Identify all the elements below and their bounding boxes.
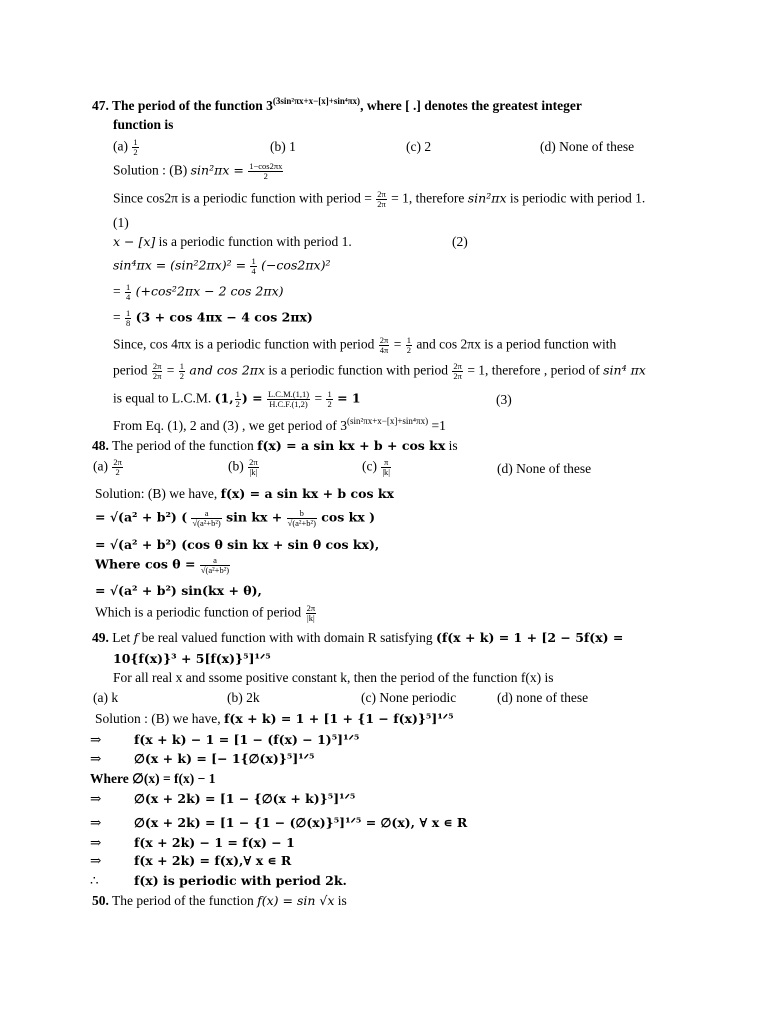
q47-line2 bbox=[113, 234, 352, 251]
implies-symbol: ⇒ bbox=[90, 791, 102, 806]
q49-step-4 bbox=[90, 791, 355, 808]
q47-line7-text-c: is a periodic function with period bbox=[268, 362, 449, 378]
q48-option-b-fraction bbox=[248, 458, 259, 477]
q47-line6-text-b: and cos 2πx is a period function with bbox=[416, 336, 617, 352]
frac-num: 2π bbox=[249, 457, 258, 467]
q47-line2-math: x − [x] bbox=[113, 234, 156, 249]
implies-symbol: ⇒ bbox=[90, 751, 102, 766]
q47-line4-math: (+cos²2πx − 2 cos 2πx) bbox=[135, 283, 284, 299]
q47-line4 bbox=[113, 283, 284, 302]
frac-num: 1 bbox=[327, 389, 332, 399]
q47-line3-math-b: (−cos2πx)² bbox=[261, 257, 331, 273]
q47-line7-text-d: = 1, therefore , period of bbox=[467, 362, 600, 378]
q49-step-text: f(x + 2k) = f(x),∀ x ∊ R bbox=[134, 853, 292, 868]
frac-den: 2 bbox=[235, 398, 240, 409]
q47-line2-text: is a periodic function with period 1. bbox=[158, 234, 352, 249]
q48-line1-fraction-1 bbox=[191, 509, 221, 528]
frac-den: 2 bbox=[133, 146, 138, 157]
q47-line1-text: Since cos2π is a periodic function with period = bbox=[113, 190, 372, 206]
q47-solution-eq: sin²πx = bbox=[190, 162, 244, 178]
q47-number: 47. bbox=[92, 98, 109, 113]
q49-stem-a: Let bbox=[112, 630, 131, 645]
q49-heading bbox=[92, 630, 623, 647]
q49-step-6 bbox=[90, 835, 295, 852]
q47-line1-math: sin²πx bbox=[467, 190, 507, 206]
q47-line8-result: = 1 bbox=[337, 390, 361, 406]
q47-line5-math: (3 + cos 4πx − 4 cos 2πx) bbox=[135, 309, 313, 325]
q47-line1 bbox=[113, 190, 645, 209]
q47-line3 bbox=[113, 257, 330, 276]
q49-stem-f: f bbox=[133, 630, 139, 645]
q48-option-c bbox=[362, 458, 392, 477]
frac-num: 1 bbox=[126, 308, 131, 318]
q47-line7-fraction-3 bbox=[452, 362, 463, 381]
q47-line5-eq: = bbox=[113, 309, 121, 325]
frac-den: 2 bbox=[327, 398, 332, 409]
q47-option-b: (b) 1 bbox=[270, 139, 296, 154]
q47-line7 bbox=[113, 362, 646, 381]
frac-num: b bbox=[287, 509, 317, 519]
q47-option-d: (d) None of these bbox=[540, 139, 635, 154]
q47-line7-math: and cos 2πx bbox=[189, 362, 266, 378]
frac-den: √(a²+b²) bbox=[192, 517, 221, 528]
q47-line9-text: From Eq. (1), 2 and (3) , we get period of 3 bbox=[113, 418, 347, 433]
q48-stem: The period of the function bbox=[112, 438, 254, 453]
q49-option-d: (d) none of these bbox=[497, 690, 589, 705]
frac-num: 2π bbox=[379, 335, 389, 345]
q48-solution-line bbox=[95, 486, 394, 503]
frac-den: |k| bbox=[307, 612, 315, 623]
q50-heading bbox=[92, 893, 347, 910]
q48-option-a-fraction bbox=[112, 458, 123, 477]
q48-line1-math-c: cos kx ) bbox=[321, 509, 375, 525]
q47-line5-fraction bbox=[125, 309, 131, 328]
q48-option-c-fraction bbox=[381, 458, 391, 477]
q48-line1 bbox=[95, 509, 375, 528]
q48-line3-math: Where cos θ = bbox=[95, 556, 196, 572]
q47-line9 bbox=[113, 418, 446, 435]
q48-line5 bbox=[95, 604, 317, 623]
q47-option-a-fraction bbox=[132, 138, 138, 157]
q47-line4-eq: = bbox=[113, 283, 121, 299]
q47-option-c: (c) 2 bbox=[406, 139, 432, 154]
frac-num: 2π bbox=[113, 457, 122, 467]
frac-num: 2π bbox=[306, 603, 316, 613]
q48-line1-math: = √(a² + b²) ( bbox=[95, 509, 188, 525]
frac-num: 2π bbox=[152, 361, 162, 371]
q48-line5-text: Which is a periodic function of period bbox=[95, 604, 302, 620]
q47-line7-text: period bbox=[113, 362, 148, 378]
q47-line6-fraction-2 bbox=[406, 336, 412, 355]
frac-num: a bbox=[191, 509, 221, 519]
q47-line2-ref: (2) bbox=[452, 234, 468, 249]
q47-line8-math-c: ) = bbox=[241, 390, 263, 406]
q48-solution-eq: f(x) = a sin kx + b cos kx bbox=[220, 486, 394, 501]
frac-den: |k| bbox=[249, 466, 258, 477]
q49-step-7 bbox=[90, 853, 291, 870]
frac-num: π bbox=[381, 458, 391, 468]
q49-step-text: ∅(x + k) = [− 1{∅(x)}⁵]¹ᐟ⁵ bbox=[134, 751, 315, 766]
frac-num: 1−cos2πx bbox=[249, 161, 283, 171]
q49-step-text: ∅(x + 2k) = [1 − {1 − (∅(x)}⁵]¹ᐟ⁵ = ∅(x), ∀ x ∊ R bbox=[134, 815, 468, 830]
q48-line3-fraction bbox=[200, 556, 230, 575]
frac-num: a bbox=[200, 556, 230, 566]
q47-stem-cont: , where [ .] denotes the greatest integer bbox=[360, 98, 582, 113]
q48-option-b bbox=[228, 458, 260, 477]
q47-line6 bbox=[113, 336, 616, 355]
implies-symbol: ⇒ bbox=[90, 732, 102, 747]
frac-den: 2π bbox=[377, 198, 386, 209]
q47-line3-fraction bbox=[250, 257, 256, 276]
frac-den: 8 bbox=[126, 317, 131, 328]
q47-option-a bbox=[113, 138, 140, 157]
q47-line6-fraction-1 bbox=[379, 336, 390, 355]
q47-line1-ref: (1) bbox=[113, 215, 129, 230]
q47-solution-label-line bbox=[113, 162, 284, 181]
q49-solution-label: Solution : (B) we have, bbox=[95, 711, 221, 726]
q48-option-c-label: (c) bbox=[362, 458, 377, 474]
frac-den: 2 bbox=[115, 466, 120, 477]
q48-line2: = √(a² + b²) (cos θ sin kx + sin θ cos kx), bbox=[95, 537, 380, 552]
q48-option-b-label: (b) bbox=[228, 458, 244, 474]
q47-line4-fraction bbox=[125, 283, 131, 302]
q47-line3-math: sin⁴πx = (sin²2πx)² = bbox=[113, 257, 247, 273]
q49-stem-line3: For all real x and ssome positive constant k, then the period of the function f(x) is bbox=[113, 670, 554, 685]
q50-stem-end: is bbox=[337, 893, 347, 908]
q48-line3 bbox=[95, 556, 231, 575]
frac-num: L.C.M.(1,1) bbox=[267, 389, 310, 399]
q48-stem-end: is bbox=[448, 438, 458, 453]
q47-line1-fraction bbox=[376, 190, 387, 209]
q47-line8-eq: = bbox=[314, 390, 323, 406]
q50-stem: The period of the function bbox=[112, 893, 254, 908]
q47-heading bbox=[92, 98, 582, 115]
frac-num: 1 bbox=[179, 361, 185, 371]
q47-line8-fraction-2 bbox=[267, 390, 310, 409]
q47-line5 bbox=[113, 309, 313, 328]
q49-step-text: f(x + 2k) − 1 = f(x) − 1 bbox=[134, 835, 295, 850]
q49-step-text: ∅(x + 2k) = [1 − {∅(x + k)}⁵]¹ᐟ⁵ bbox=[134, 791, 356, 806]
implies-symbol: ⇒ bbox=[90, 815, 102, 830]
q47-stem-exponent: (3sin²πx+x−[x]+sin⁴πx) bbox=[272, 96, 361, 106]
frac-num: 1 bbox=[251, 256, 256, 266]
frac-num: 1 bbox=[133, 137, 138, 147]
q48-line5-fraction bbox=[306, 604, 317, 623]
q47-option-a-label: (a) bbox=[113, 138, 128, 154]
q47-line9-result: =1 bbox=[431, 418, 446, 433]
q47-line1-text-b: = 1, therefore bbox=[391, 190, 465, 206]
q49-step-text: Where ∅(x) = f(x) − 1 bbox=[90, 771, 216, 786]
q47-stem: The period of the function 3 bbox=[112, 98, 273, 113]
q47-solution-fraction bbox=[248, 162, 283, 181]
frac-den: √(a²+b²) bbox=[200, 564, 230, 575]
frac-den: 4 bbox=[126, 291, 131, 302]
q49-option-a: (a) k bbox=[93, 690, 119, 705]
q49-step-2 bbox=[90, 751, 315, 768]
implies-symbol: ⇒ bbox=[90, 835, 102, 850]
therefore-symbol: ∴ bbox=[90, 873, 99, 888]
q47-line7-fraction-1 bbox=[152, 362, 163, 381]
q47-line7-math-e: sin⁴ πx bbox=[603, 362, 646, 378]
frac-den: 2 bbox=[406, 344, 411, 355]
frac-num: 2π bbox=[377, 189, 386, 199]
frac-den: 2 bbox=[179, 370, 185, 381]
q47-line7-fraction-2 bbox=[179, 362, 185, 381]
q47-line8-fraction-1 bbox=[235, 390, 241, 409]
q49-solution-line bbox=[95, 711, 454, 728]
q49-step-text: f(x) is periodic with period 2k. bbox=[134, 873, 347, 888]
q49-stem-eq: (f(x + k) = 1 + [2 − 5f(x) = bbox=[435, 630, 624, 645]
frac-den: 4π bbox=[379, 344, 389, 355]
q49-stem-b: be real valued function with with domain R satisfying bbox=[141, 630, 433, 645]
q47-line8-ref: (3) bbox=[496, 392, 512, 407]
q50-stem-eq: f(x) = sin √x bbox=[257, 893, 335, 908]
q49-step-5 bbox=[90, 815, 467, 832]
q49-stem-line2: 10{f(x)}³ + 5[f(x)}⁵]¹ᐟ⁵ bbox=[113, 651, 271, 666]
q47-line6-text: Since, cos 4πx is a periodic function with period bbox=[113, 336, 375, 352]
q47-line1-text-d: is periodic with period 1. bbox=[509, 190, 646, 206]
q47-line8-math: (1, bbox=[214, 390, 234, 406]
q49-step-3 bbox=[90, 771, 216, 788]
q49-step-text: f(x + k) − 1 = [1 − (f(x) − 1)⁵]¹ᐟ⁵ bbox=[134, 732, 360, 747]
q49-step-8 bbox=[90, 873, 347, 890]
q49-number: 49. bbox=[92, 630, 109, 645]
q48-number: 48. bbox=[92, 438, 109, 453]
frac-den: 2π bbox=[152, 370, 162, 381]
q49-option-c: (c) None periodic bbox=[361, 690, 457, 705]
frac-den: 2π bbox=[453, 370, 462, 381]
q48-solution-label: Solution: (B) we have, bbox=[95, 486, 218, 501]
q47-line8 bbox=[113, 390, 361, 409]
q47-line9-exponent: (sin²πx+x−[x]+sin⁴πx) bbox=[346, 416, 429, 426]
q48-line1-math-b: sin kx + bbox=[226, 509, 283, 525]
q48-option-a bbox=[93, 458, 124, 477]
q47-line6-eq: = bbox=[393, 336, 402, 352]
q49-solution-eq: f(x + k) = 1 + [1 + {1 − f(x)}⁵]¹ᐟ⁵ bbox=[223, 711, 454, 726]
frac-den: 4 bbox=[251, 265, 256, 276]
q48-option-d: (d) None of these bbox=[497, 461, 592, 476]
q48-line4: = √(a² + b²) sin(kx + θ), bbox=[95, 583, 262, 598]
frac-num: 1 bbox=[406, 335, 411, 345]
frac-num: 1 bbox=[235, 389, 240, 399]
q49-step-1 bbox=[90, 732, 359, 749]
q47-solution-label: Solution : (B) bbox=[113, 162, 188, 178]
frac-num: 1 bbox=[126, 282, 131, 292]
q50-number: 50. bbox=[92, 893, 109, 908]
q47-line7-eq: = bbox=[166, 362, 175, 378]
q48-line1-fraction-2 bbox=[287, 509, 317, 528]
q47-line8-fraction-3 bbox=[326, 390, 332, 409]
frac-num: 2π bbox=[453, 361, 462, 371]
q48-stem-eq: f(x) = a sin kx + b + cos kx bbox=[257, 438, 446, 453]
q47-line8-text: is equal to L.C.M. bbox=[113, 390, 212, 406]
frac-den: 2 bbox=[263, 170, 268, 181]
implies-symbol: ⇒ bbox=[90, 853, 102, 868]
frac-den: H.C.F.(1,2) bbox=[269, 398, 308, 409]
frac-den: |k| bbox=[382, 466, 391, 477]
frac-den: √(a²+b²) bbox=[287, 517, 316, 528]
q49-option-b: (b) 2k bbox=[227, 690, 260, 705]
q48-heading bbox=[92, 438, 458, 455]
q48-option-a-label: (a) bbox=[93, 458, 108, 474]
q47-stem-line2: function is bbox=[113, 117, 174, 132]
